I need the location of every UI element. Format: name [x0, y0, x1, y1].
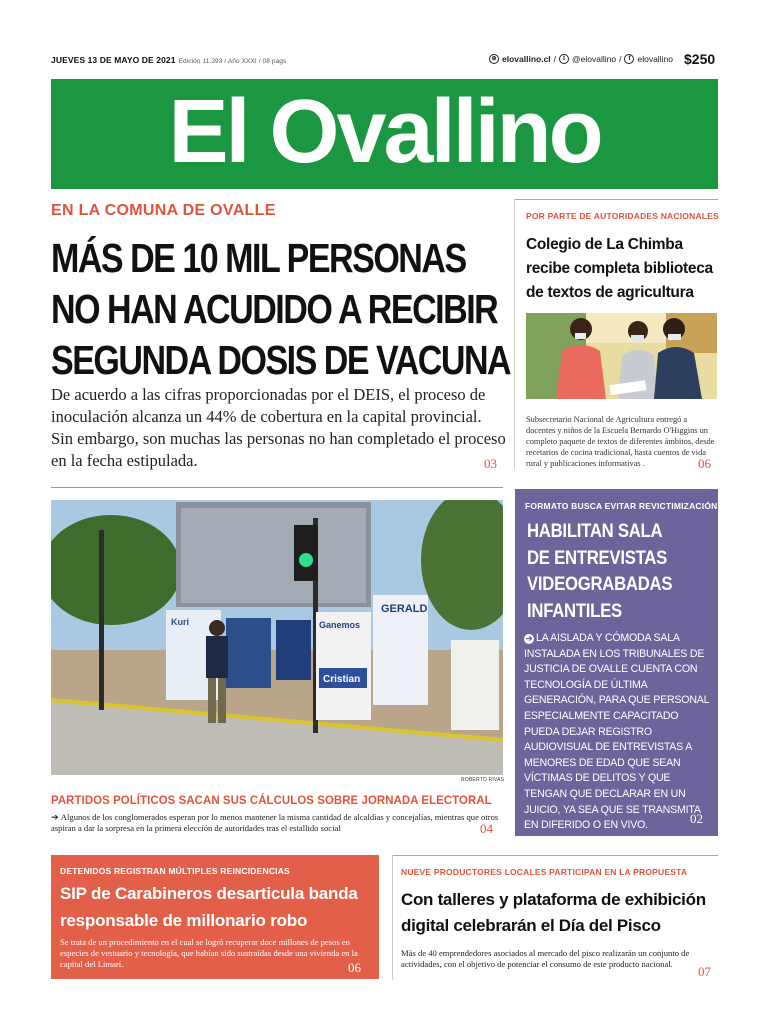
edition-info: Edición 11.393 / Año XXXI / 08 págs [178, 58, 287, 65]
students-photo [526, 313, 717, 399]
red-story-page: 06 [348, 960, 361, 975]
headline-line: HABILITAN SALA [527, 521, 663, 542]
purple-story-page: 02 [690, 811, 703, 826]
globe-icon: ⊕ [489, 54, 499, 64]
right-bottom-headline[interactable]: Con talleres y plataforma de exhibición digital celebrarán el Día del Pisco [401, 890, 706, 935]
photo-story-page: 04 [480, 821, 493, 836]
arrow-right-icon: ➔ [525, 634, 533, 643]
poster-text: Ganemos [319, 620, 361, 630]
purple-story-body-text: LA AISLADA Y CÓMODA SALA INSTALADA EN LOS TRIBUNALES DE JUSTICIA DE OVALLE CUENTA CON TECNOLOGÍA DE ÚLTIMA GENERACIÓN, PARA QUE PERSONAL ESPECIALMENTE CAPACITADO PUEDA DEJAR REGISTRO AUDIOVISUAL DE ENTREVISTAS A MENORES DE EDAD QUE SEAN VÍCTIMAS DE DELITOS Y QUE TENGAN QUE DECLARAR EN UN JUICIO, YA SEA QUE SE TRANSMITA EN DIFERIDO O EN VIVO. [524, 632, 709, 832]
students-illustration [526, 313, 717, 399]
arrow-right-icon: ➔ [51, 812, 61, 822]
headline-line: NO HAN ACUDIDO A RECIBIR [51, 286, 498, 332]
headline-line: INFANTILES [527, 600, 622, 622]
right-top-caption: Subsecretario Nacional de Agricultura entregó a docentes y niños de la Escuela Bernardo O'Higgins un completo paquete de textos de diferentes ámbitos, desde recetarios de cocina tradicional, hasta cuentos de vida rural y publicaciones informativas . [526, 415, 715, 468]
issue-date-text: JUEVES 13 DE MAYO DE 2021 [51, 55, 176, 65]
right-bottom-summary: Más de 40 emprendedores asociados al mercado del pisco realizarán un conjunto de actividades, con el objetivo de potenciar el consumo de este producto nacional. [401, 948, 690, 969]
main-story-kicker: EN LA COMUNA DE OVALLE [51, 202, 276, 219]
headline-line: MÁS DE 10 MIL PERSONAS [51, 235, 466, 281]
facebook-icon: f [624, 54, 634, 64]
right-top-headline[interactable]: Colegio de La Chimba recibe completa biblioteca de textos de agricultura [526, 236, 713, 301]
poster-text: Kuri [171, 617, 189, 627]
red-story-summary: Se trata de un procedimiento en el cual se logró recuperar doce millones de pesos en especies de vestuario y tecnología, que habían sido sustraídas desde una vivienda en la capital del Limarí. [60, 937, 358, 969]
separator: / [619, 54, 622, 64]
headline-line: VIDEOGRABADAS [527, 574, 673, 595]
twitter-link[interactable]: @elovallino [572, 54, 617, 64]
social-links [489, 54, 673, 64]
red-story-headline[interactable]: SIP de Carabineros desarticula banda responsable de millonario robo [60, 884, 358, 930]
headline-line: SEGUNDA DOSIS DE VACUNA [51, 337, 511, 383]
main-story-headline[interactable] [51, 233, 511, 386]
right-bottom-page: 07 [698, 964, 711, 979]
red-story-kicker: DETENIDOS REGISTRAN MÚLTIPLES REINCIDENCIAS [60, 866, 290, 876]
main-story-page: 03 [484, 456, 497, 471]
issue-date [51, 55, 286, 65]
website-link[interactable]: elovallino.cl [502, 54, 551, 64]
photo-story-kicker[interactable]: PARTIDOS POLÍTICOS SACAN SUS CÁLCULOS SOBRE JORNADA ELECTORAL [51, 793, 492, 807]
purple-story-body [524, 631, 714, 834]
photo-story-summary [51, 812, 511, 834]
masthead[interactable] [51, 79, 718, 189]
divider [392, 855, 393, 980]
headline-line: DE ENTREVISTAS [527, 547, 668, 569]
poster-text: GERALD [381, 603, 428, 615]
separator: / [553, 54, 557, 64]
right-bottom-kicker: NUEVE PRODUCTORES LOCALES PARTICIPAN EN LA PROPUESTA [401, 867, 688, 877]
poster-text: Cristian [323, 674, 361, 685]
twitter-icon: t [559, 54, 569, 64]
divider [51, 487, 503, 488]
photo-credit: ROBERTO RIVAS [461, 777, 505, 783]
price: $250 [684, 51, 716, 67]
election-posters-photo [51, 500, 503, 775]
divider [514, 199, 718, 200]
right-top-page: 06 [698, 456, 711, 471]
facebook-link[interactable]: elovallino [637, 54, 673, 64]
divider [514, 199, 515, 469]
purple-story-headline[interactable] [527, 519, 690, 625]
street-scene-illustration [51, 500, 503, 775]
right-top-kicker: POR PARTE DE AUTORIDADES NACIONALES [526, 211, 719, 221]
main-story-summary: De acuerdo a las cifras proporcionadas por el DEIS, el proceso de inoculación alcanza un 44% de cobertura en la capital provincial. Sin embargo, son muchas las personas no han completado el proceso en la fecha estipulada. [51, 385, 506, 470]
photo-story-summary-text: Algunos de los conglomerados esperan por lo menos mantener la misma cantidad de alcaldías y concejalías, mientras que otros aspiran a dar la sorpresa en la primera elección de autoridades tras el estallido social [51, 812, 499, 833]
newspaper-title: El Ovallino [168, 82, 601, 182]
purple-story-kicker: FORMATO BUSCA EVITAR REVICTIMIZACIÓN [525, 501, 718, 511]
divider [392, 855, 718, 856]
